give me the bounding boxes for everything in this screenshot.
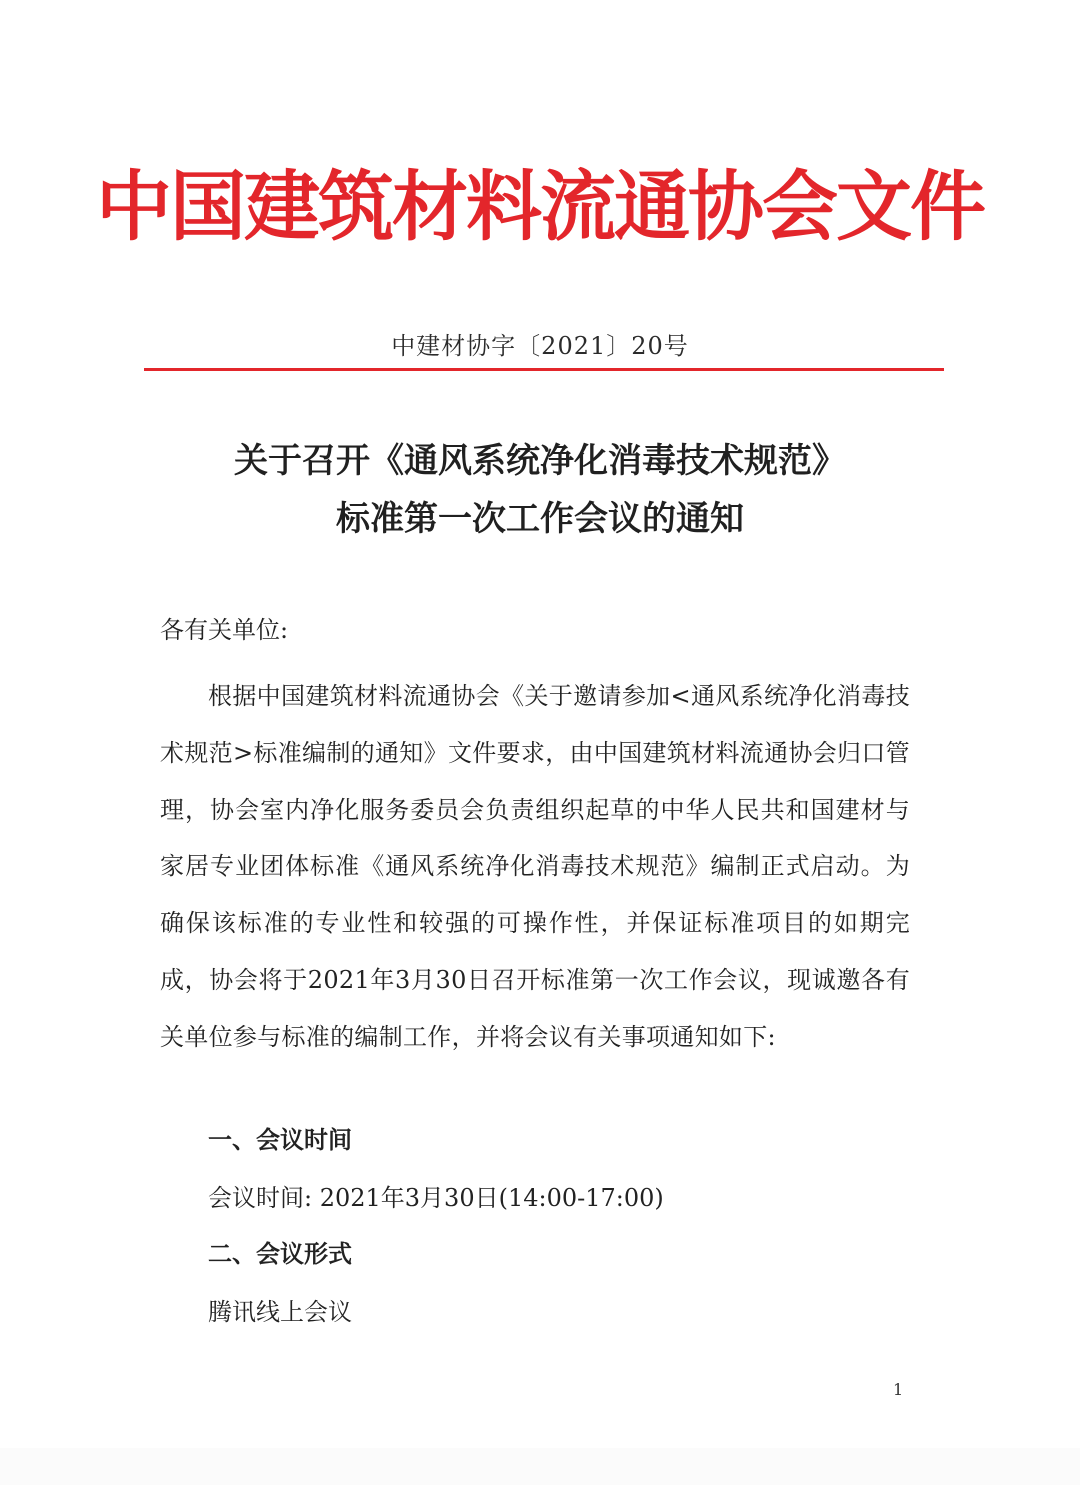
page-number: 1: [893, 1380, 904, 1399]
notice-title-line-1: 关于召开《通风系统净化消毒技术规范》: [234, 441, 846, 481]
page-bottom-band: [0, 1448, 1080, 1485]
section-heading-meeting-format: 二、会议形式: [208, 1240, 352, 1268]
section-content-meeting-time: 会议时间: 2021年3月30日(14:00-17:00): [208, 1184, 664, 1212]
red-divider-line: [144, 368, 944, 371]
section-heading-meeting-time: 一、会议时间: [208, 1126, 352, 1154]
salutation: 各有关单位:: [160, 616, 289, 644]
notice-title-line-2: 标准第一次工作会议的通知: [336, 499, 744, 539]
document-header-title: 中国建筑材料流通协会文件: [96, 162, 984, 251]
document-number: 中建材协字〔2021〕20号: [391, 332, 689, 360]
section-content-meeting-format: 腾讯线上会议: [208, 1298, 352, 1326]
body-paragraph: 根据中国建筑材料流通协会《关于邀请参加<通风系统净化消毒技术规范>标准编制的通知》文件要求，由中国建筑材料流通协会归口管理，协会室内净化服务委员会负责组织起草的中华人民共和国建材与家居专业团体标准《通风系统净化消毒技术规范》编制正式启动。为确保该标准的专业性和较强的可操作性，并保证标准项目的如期完成，协会将于2021年3月30日召开标准第一次工作会议，现诚邀各有关单位参与标准的编制工作，并将会议有关事项通知如下:: [160, 682, 910, 1051]
